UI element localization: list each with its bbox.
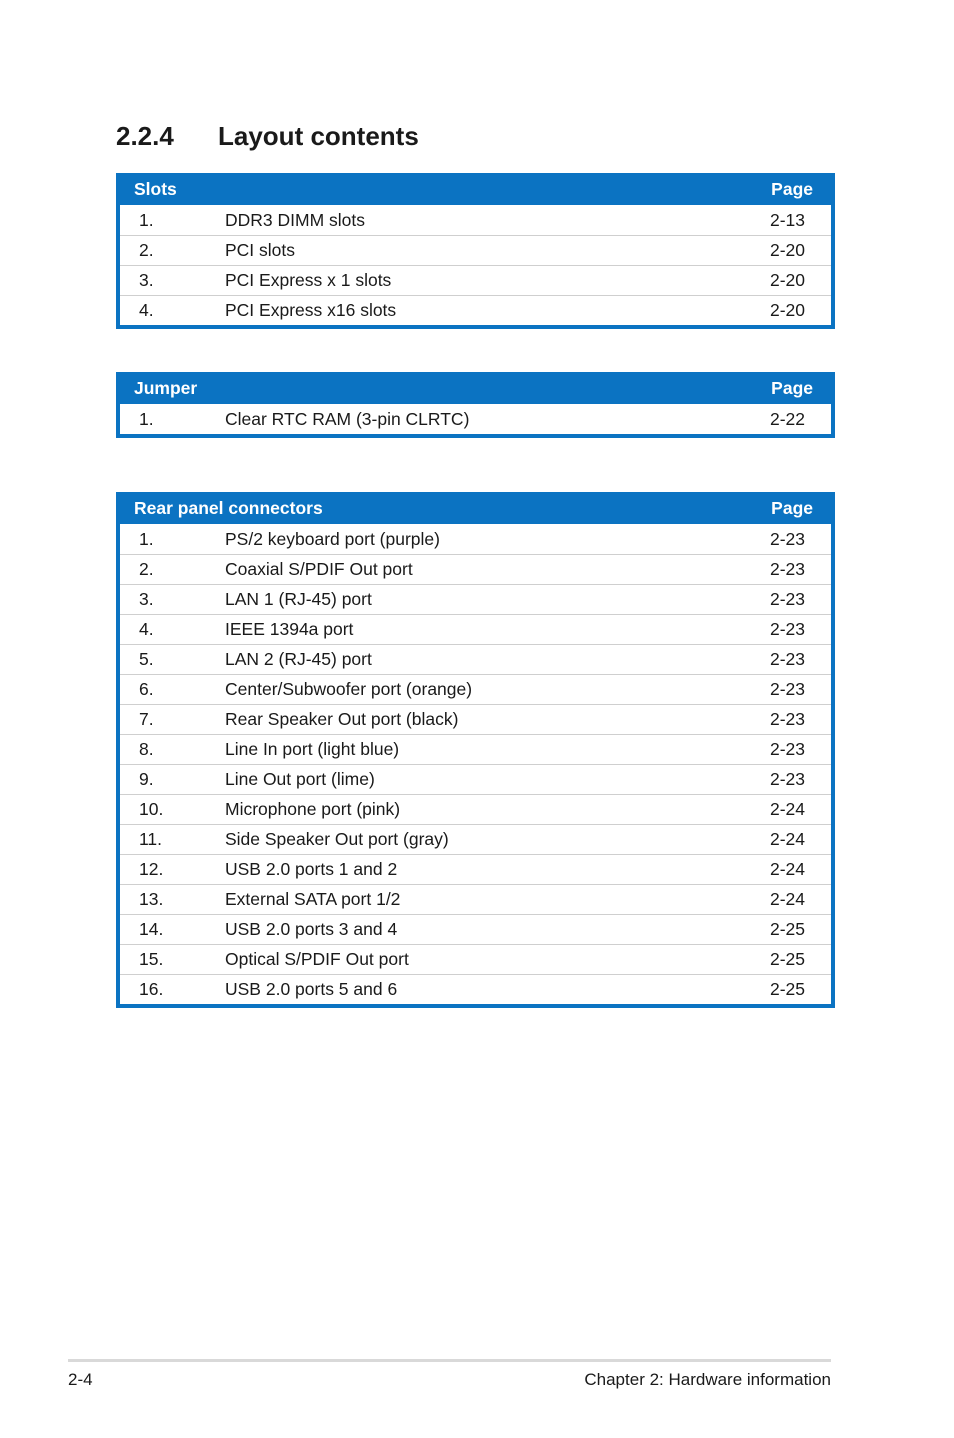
- row-item-name: USB 2.0 ports 1 and 2: [225, 859, 398, 879]
- row-page: 2-24: [769, 829, 805, 849]
- row-page: 2-20: [769, 270, 805, 290]
- row-item-name: Center/Subwoofer port (orange): [225, 679, 473, 699]
- row-item-name: Coaxial S/PDIF Out port: [225, 559, 413, 579]
- table-row: [120, 265, 831, 295]
- table-row: [120, 734, 831, 764]
- table-row: [120, 235, 831, 265]
- row-number: 8.: [139, 739, 154, 759]
- table-row: [120, 704, 831, 734]
- row-item-name: Line Out port (lime): [225, 769, 375, 789]
- row-item-name: USB 2.0 ports 3 and 4: [225, 919, 398, 939]
- row-number: 14.: [139, 919, 164, 939]
- row-item-name: External SATA port 1/2: [225, 889, 401, 909]
- row-item-name: Clear RTC RAM (3-pin CLRTC): [225, 408, 470, 429]
- row-item-name: Side Speaker Out port (gray): [225, 829, 449, 849]
- table-header: [116, 492, 835, 524]
- footer-divider: [68, 1359, 831, 1362]
- row-number: 1.: [139, 209, 154, 230]
- row-item-name: Rear Speaker Out port (black): [225, 709, 459, 729]
- table-header-title: Slots: [134, 178, 177, 199]
- row-page: 2-24: [769, 889, 805, 909]
- row-number: 7.: [139, 709, 154, 729]
- row-item-name: USB 2.0 ports 5 and 6: [225, 979, 398, 999]
- row-page: 2-13: [769, 209, 805, 230]
- row-page: 2-23: [769, 649, 805, 669]
- row-item-name: PCI Express x 1 slots: [225, 270, 392, 290]
- row-item-name: LAN 1 (RJ-45) port: [225, 589, 372, 609]
- row-number: 4.: [139, 619, 154, 639]
- table-row: [120, 944, 831, 974]
- table-body: [120, 524, 831, 1004]
- table-row: [120, 764, 831, 794]
- row-item-name: Optical S/PDIF Out port: [225, 949, 409, 969]
- table-row: [120, 404, 831, 434]
- row-number: 10.: [139, 799, 164, 819]
- footer-chapter-title: Chapter 2: Hardware information: [584, 1370, 831, 1389]
- row-number: 12.: [139, 859, 164, 879]
- table-row: [120, 614, 831, 644]
- row-number: 11.: [139, 829, 163, 849]
- table-row: [120, 854, 831, 884]
- table-header-page: Page: [771, 497, 813, 518]
- table-row: [120, 794, 831, 824]
- table-row: [120, 914, 831, 944]
- row-page: 2-25: [769, 979, 805, 999]
- row-item-name: PCI slots: [225, 240, 296, 260]
- slots-table: [116, 173, 835, 329]
- row-item-name: DDR3 DIMM slots: [225, 209, 366, 230]
- table-row: [120, 295, 831, 325]
- row-number: 1.: [139, 528, 154, 549]
- table-row: [120, 674, 831, 704]
- table-row: [120, 884, 831, 914]
- table-row: [120, 205, 831, 235]
- table-row: [120, 974, 831, 1004]
- row-number: 13.: [139, 889, 164, 909]
- row-page: 2-20: [769, 300, 805, 320]
- row-page: 2-25: [769, 919, 805, 939]
- row-number: 15.: [139, 949, 164, 969]
- row-page: 2-24: [769, 799, 805, 819]
- row-number: 2.: [139, 559, 154, 579]
- table-header: [116, 173, 835, 205]
- row-page: 2-25: [769, 949, 805, 969]
- row-number: 6.: [139, 679, 154, 699]
- row-item-name: Line In port (light blue): [225, 739, 400, 759]
- table-body: [120, 205, 831, 325]
- row-page: 2-23: [769, 679, 805, 699]
- jumper-table: [116, 372, 835, 438]
- table-header-page: Page: [771, 178, 813, 199]
- row-item-name: LAN 2 (RJ-45) port: [225, 649, 372, 669]
- row-page: 2-23: [769, 559, 805, 579]
- row-number: 9.: [139, 769, 154, 789]
- row-page: 2-23: [769, 528, 805, 549]
- section-heading: [116, 118, 419, 154]
- row-page: 2-20: [769, 240, 805, 260]
- section-number: 2.2.4: [116, 121, 174, 151]
- table-row: [120, 584, 831, 614]
- table-header-page: Page: [771, 377, 813, 398]
- row-number: 3.: [139, 589, 154, 609]
- table-header-title: Rear panel connectors: [134, 497, 323, 518]
- row-page: 2-23: [769, 769, 805, 789]
- table-body: [120, 404, 831, 434]
- row-number: 2.: [139, 240, 154, 260]
- row-number: 1.: [139, 408, 154, 429]
- table-header-title: Jumper: [134, 377, 198, 398]
- row-page: 2-24: [769, 859, 805, 879]
- row-page: 2-23: [769, 709, 805, 729]
- table-row: [120, 644, 831, 674]
- row-page: 2-23: [769, 619, 805, 639]
- table-header: [116, 372, 835, 404]
- section-title: Layout contents: [218, 121, 419, 151]
- rear-panel-connectors-table: [116, 492, 835, 1008]
- row-number: 16.: [139, 979, 164, 999]
- table-row: [120, 524, 831, 554]
- row-page: 2-23: [769, 589, 805, 609]
- row-number: 4.: [139, 300, 154, 320]
- row-number: 3.: [139, 270, 154, 290]
- row-page: 2-23: [769, 739, 805, 759]
- table-row: [120, 554, 831, 584]
- row-item-name: PS/2 keyboard port (purple): [225, 528, 440, 549]
- row-page: 2-22: [769, 408, 805, 429]
- row-number: 5.: [139, 649, 154, 669]
- table-row: [120, 824, 831, 854]
- row-item-name: Microphone port (pink): [225, 799, 401, 819]
- row-item-name: PCI Express x16 slots: [225, 300, 397, 320]
- footer-page-number: 2-4: [68, 1370, 93, 1389]
- row-item-name: IEEE 1394a port: [225, 619, 354, 639]
